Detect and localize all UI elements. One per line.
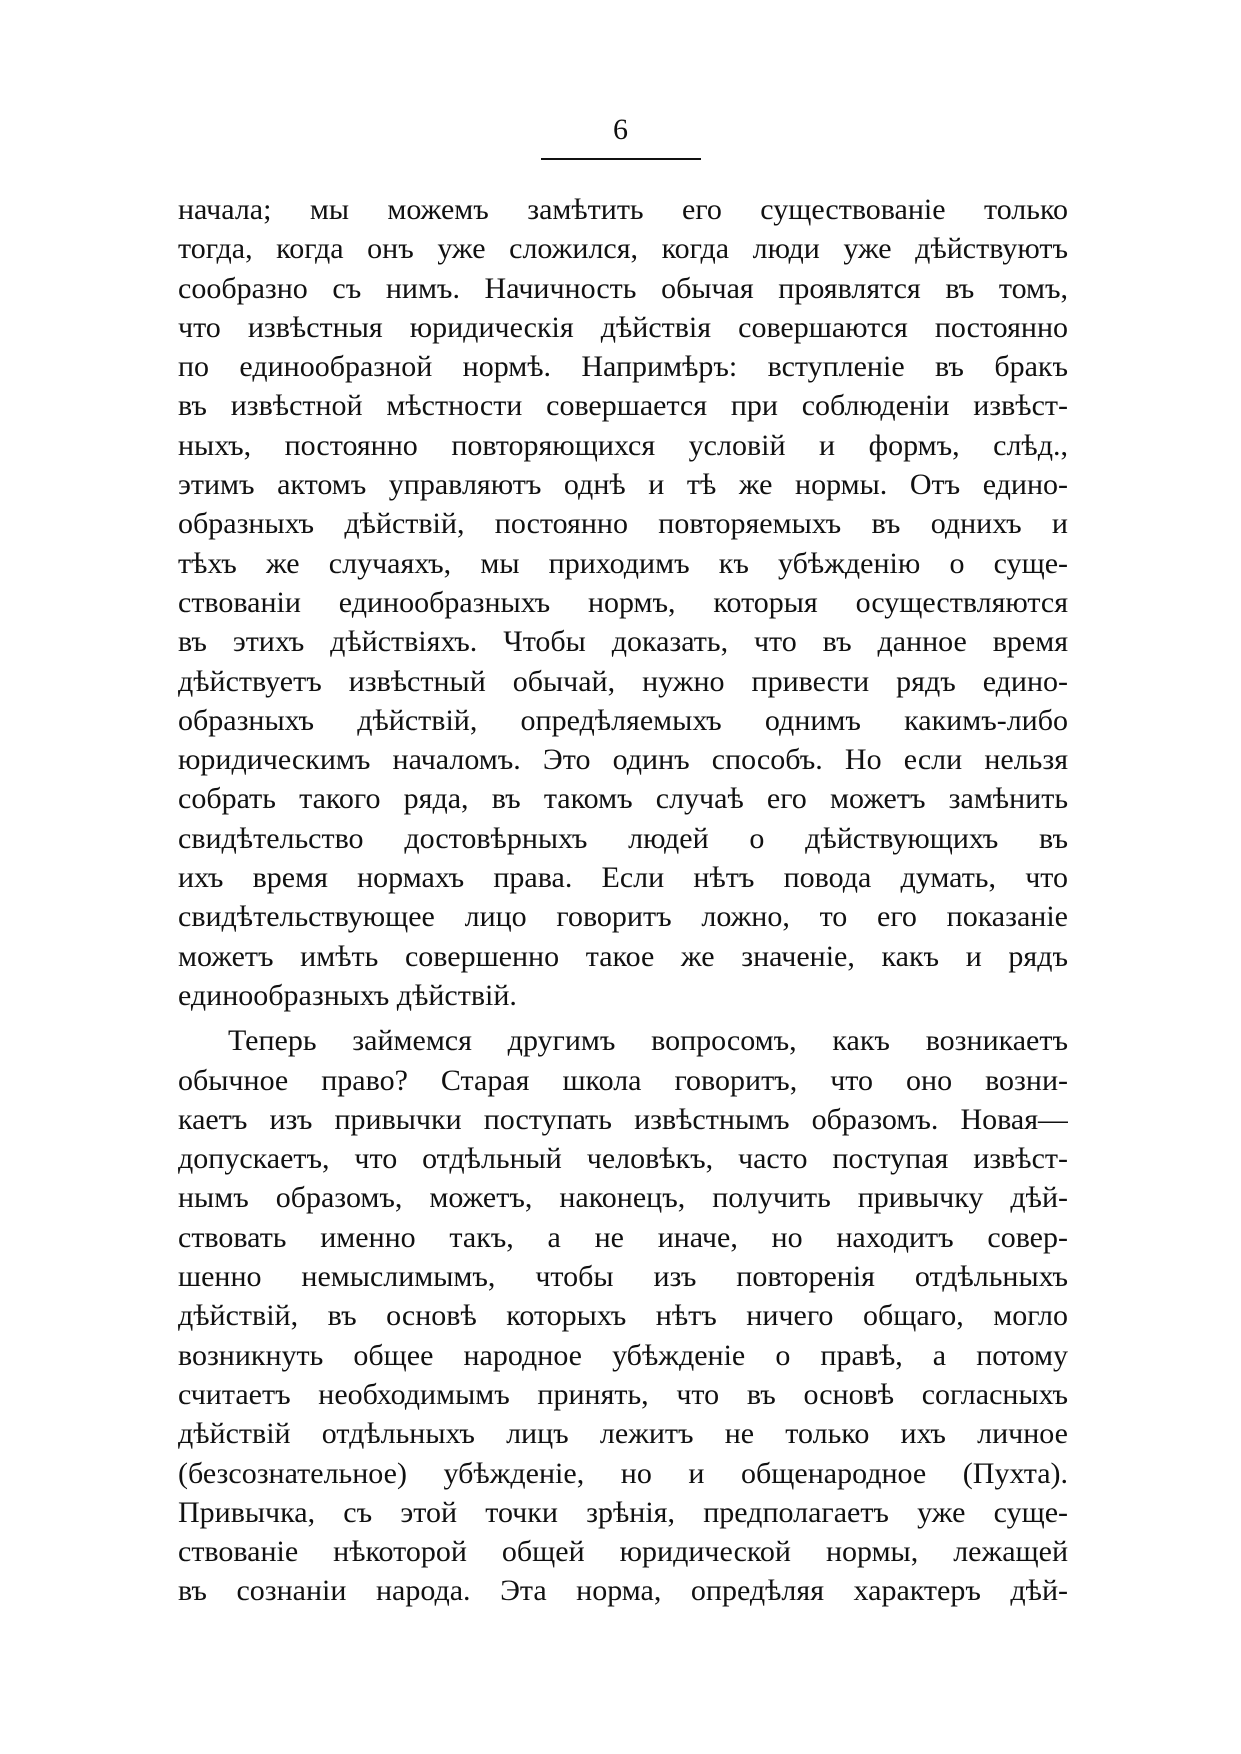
text-line: ныхъ, постоянно повторяющихся условій и формъ, слѣд., xyxy=(178,428,1068,462)
text-line: нымъ образомъ, можетъ, наконецъ, получить привычку дѣй- xyxy=(178,1181,1068,1215)
text-line: по единообразной нормѣ. Напримѣръ: вступленіе въ бракъ xyxy=(178,350,1068,384)
text-line: обычное право? Старая школа говоритъ, что оно возни- xyxy=(178,1063,1068,1097)
text-line: въ извѣстной мѣстности совершается при соблюденіи извѣст- xyxy=(178,389,1068,423)
text-line: Теперь займемся другимъ вопросомъ, какъ возникаетъ xyxy=(228,1024,1068,1058)
text-line: тѣхъ же случаяхъ, мы приходимъ къ убѣжденію о суще- xyxy=(178,546,1068,580)
text-line: тогда, когда онъ уже сложился, когда люди уже дѣйствуютъ xyxy=(178,232,1068,266)
text-line: ихъ время нормахъ права. Если нѣтъ повода думать, что xyxy=(178,861,1068,895)
text-line: сообразно съ нимъ. Начичность обычая проявлятся въ томъ, xyxy=(178,271,1068,305)
text-line: дѣйствій, въ основѣ которыхъ нѣтъ ничего общаго, могло xyxy=(178,1299,1068,1333)
text-line: дѣйствуетъ извѣстный обычай, нужно привести рядъ едино- xyxy=(178,664,1068,698)
body-text xyxy=(178,190,1068,1611)
header-rule xyxy=(541,158,701,160)
text-line: допускаетъ, что отдѣльный человѣкъ, часто поступая извѣст- xyxy=(178,1142,1068,1176)
text-line: возникнуть общее народное убѣжденіе о правѣ, а потому xyxy=(178,1338,1068,1372)
text-line: ствованіи единообразныхъ нормъ, которыя осуществляются xyxy=(178,585,1068,619)
text-line: шенно немыслимымъ, чтобы изъ повторенія отдѣльныхъ xyxy=(178,1260,1068,1294)
text-line: въ сознаніи народа. Эта норма, опредѣляя характеръ дѣй- xyxy=(178,1574,1068,1608)
text-line: образныхъ дѣйствій, опредѣляемыхъ однимъ какимъ-либо xyxy=(178,703,1068,737)
text-line: юридическимъ началомъ. Это одинъ способъ. Но если нельзя xyxy=(178,743,1068,777)
text-line: собрать такого ряда, въ такомъ случаѣ его можетъ замѣнить xyxy=(178,782,1068,816)
text-line: ствованіе нѣкоторой общей юридической нормы, лежащей xyxy=(178,1535,1068,1569)
text-line: что извѣстныя юридическія дѣйствія совершаются постоянно xyxy=(178,310,1068,344)
paragraph-1 xyxy=(178,190,1068,1015)
page-number: 6 xyxy=(613,113,628,146)
text-line: единообразныхъ дѣйствій. xyxy=(178,978,517,1012)
text-line: (безсознательное) убѣжденіе, но и общенародное (Пухта). xyxy=(178,1456,1068,1490)
text-line: можетъ имѣть совершенно такое же значеніе, какъ и рядъ xyxy=(178,939,1068,973)
text-line: считаетъ необходимымъ принять, что въ основѣ согласныхъ xyxy=(178,1377,1068,1411)
text-line: ствовать именно такъ, а не иначе, но находитъ совер- xyxy=(178,1220,1068,1254)
text-line: образныхъ дѣйствій, постоянно повторяемыхъ въ однихъ и xyxy=(178,507,1068,541)
text-line: начала; мы можемъ замѣтить его существованіе только xyxy=(178,193,1068,226)
text-line: свидѣтельство достовѣрныхъ людей о дѣйствующихъ въ xyxy=(178,821,1068,855)
paragraph-2 xyxy=(178,1021,1068,1610)
text-line: свидѣтельствующее лицо говоритъ ложно, то его показаніе xyxy=(178,900,1068,934)
text-line: Привычка, съ этой точки зрѣнія, предполагаетъ уже суще- xyxy=(178,1495,1068,1529)
text-line: въ этихъ дѣйствіяхъ. Чтобы доказать, что въ данное время xyxy=(178,625,1068,659)
text-line: этимъ актомъ управляютъ однѣ и тѣ же нормы. Отъ едино- xyxy=(178,468,1068,502)
text-line: каетъ изъ привычки поступать извѣстнымъ образомъ. Новая— xyxy=(178,1102,1068,1136)
page-header xyxy=(0,112,1241,148)
text-line: дѣйствій отдѣльныхъ лицъ лежитъ не только ихъ личное xyxy=(178,1417,1068,1451)
